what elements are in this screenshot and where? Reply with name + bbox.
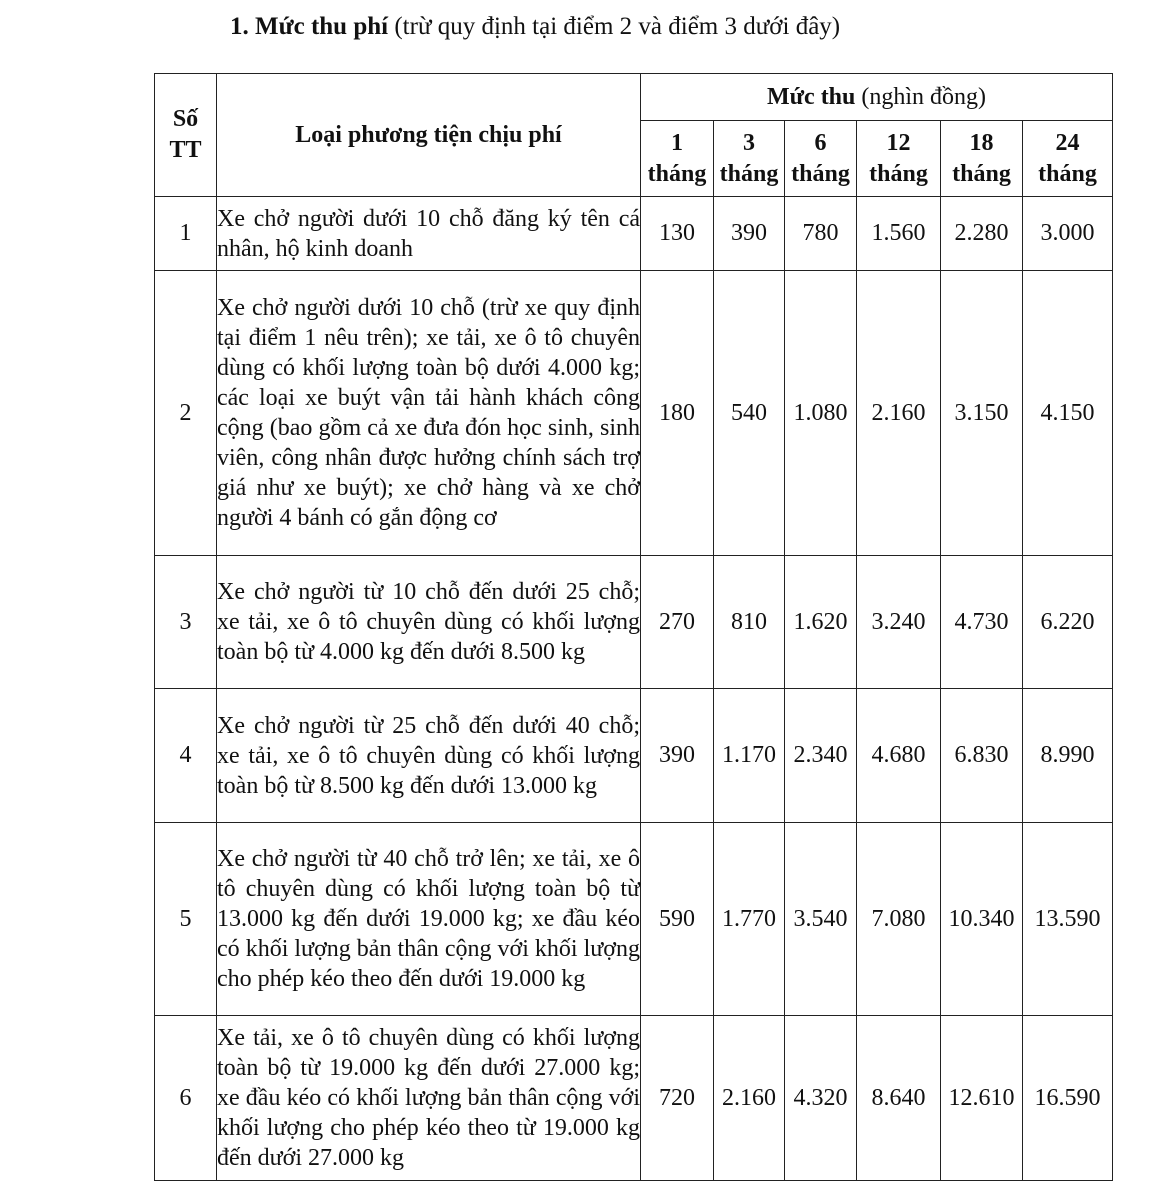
- header-period: [857, 121, 941, 197]
- period-number: 24: [1055, 129, 1080, 156]
- fee-cell: 1.770: [714, 823, 785, 1016]
- fee-cell: 3.000: [1023, 197, 1113, 271]
- fee-cell: 720: [641, 1016, 714, 1181]
- header-stt: [155, 74, 217, 197]
- fee-cell: 3.150: [941, 271, 1023, 556]
- fee-cell: 130: [641, 197, 714, 271]
- period-unit: tháng: [869, 160, 928, 187]
- fee-cell: 2.160: [714, 1016, 785, 1181]
- row-stt: 2: [155, 271, 217, 556]
- period-number: 18: [969, 129, 994, 156]
- fee-cell: 1.080: [785, 271, 857, 556]
- header-vehicle-type: Loại phương tiện chịu phí: [217, 74, 641, 197]
- header-period: [641, 121, 714, 197]
- fee-cell: 4.730: [941, 556, 1023, 689]
- header-fee-label: Mức thu: [766, 83, 856, 110]
- fee-cell: 270: [641, 556, 714, 689]
- row-stt: 5: [155, 823, 217, 1016]
- period-unit: tháng: [952, 160, 1011, 187]
- fee-cell: 16.590: [1023, 1016, 1113, 1181]
- fee-cell: 2.160: [857, 271, 941, 556]
- period-unit: tháng: [719, 160, 779, 187]
- row-description: Xe chở người dưới 10 chỗ (trừ xe quy định tại điểm 1 nêu trên); xe tải, xe ô tô chuyên dùng có khối lượng toàn bộ dưới 4.000 kg; các loại xe buýt vận tải hành khách công cộng (bao gồm cả xe đưa đón học sinh, sinh viên, công nhân được hưởng chính sách trợ giá như xe buýt); xe chở hàng và xe chở người 4 bánh có gắn động cơ: [217, 271, 641, 556]
- fee-cell: 2.340: [785, 689, 857, 823]
- period-number: 3: [743, 129, 755, 156]
- fee-table: [154, 73, 1113, 1181]
- row-description: Xe chở người từ 40 chỗ trở lên; xe tải, xe ô tô chuyên dùng có khối lượng toàn bộ từ 13.000 kg đến dưới 19.000 kg; xe đầu kéo có khối lượng bản thân cộng với khối lượng cho phép kéo theo đến dưới 19.000 kg: [217, 823, 641, 1016]
- fee-cell: 1.620: [785, 556, 857, 689]
- table-row: [155, 271, 1113, 556]
- header-period: [714, 121, 785, 197]
- section-note: (trừ quy định tại điểm 2 và điểm 3 dưới đây): [394, 13, 841, 40]
- table-row: [155, 1016, 1113, 1181]
- fee-cell: 8.640: [857, 1016, 941, 1181]
- fee-cell: 590: [641, 823, 714, 1016]
- period-number: 6: [814, 129, 827, 156]
- header-fee-unit: (nghìn đồng): [861, 83, 987, 110]
- fee-cell: 810: [714, 556, 785, 689]
- fee-cell: 6.220: [1023, 556, 1113, 689]
- header-stt-line2: TT: [169, 137, 202, 163]
- fee-cell: 1.170: [714, 689, 785, 823]
- fee-cell: 4.320: [785, 1016, 857, 1181]
- row-description: Xe chở người từ 10 chỗ đến dưới 25 chỗ; xe tải, xe ô tô chuyên dùng có khối lượng toàn bộ từ 4.000 kg đến dưới 8.500 kg: [217, 556, 641, 689]
- fee-cell: 13.590: [1023, 823, 1113, 1016]
- fee-cell: 7.080: [857, 823, 941, 1016]
- row-stt: 3: [155, 556, 217, 689]
- fee-cell: 180: [641, 271, 714, 556]
- row-stt: 1: [155, 197, 217, 271]
- fee-cell: 4.680: [857, 689, 941, 823]
- table-row: [155, 556, 1113, 689]
- table-row: [155, 823, 1113, 1016]
- header-period: [1023, 121, 1113, 197]
- fee-cell: 780: [785, 197, 857, 271]
- period-unit: tháng: [791, 160, 850, 187]
- period-number: 1: [671, 129, 683, 156]
- fee-cell: 8.990: [1023, 689, 1113, 823]
- fee-cell: 540: [714, 271, 785, 556]
- header-period: [941, 121, 1023, 197]
- fee-cell: 3.240: [857, 556, 941, 689]
- fee-cell: 6.830: [941, 689, 1023, 823]
- row-description: Xe chở người dưới 10 chỗ đăng ký tên cá nhân, hộ kinh doanh: [217, 197, 641, 271]
- fee-cell: 390: [714, 197, 785, 271]
- fee-cell: 3.540: [785, 823, 857, 1016]
- fee-cell: 2.280: [941, 197, 1023, 271]
- header-period: [785, 121, 857, 197]
- fee-cell: 12.610: [941, 1016, 1023, 1181]
- period-unit: tháng: [1038, 160, 1097, 187]
- table-row: [155, 197, 1113, 271]
- period-unit: tháng: [647, 160, 707, 187]
- fee-cell: 10.340: [941, 823, 1023, 1016]
- section-title: 1. Mức thu phí: [230, 13, 389, 40]
- table-row: [155, 689, 1113, 823]
- row-description: Xe chở người từ 25 chỗ đến dưới 40 chỗ; xe tải, xe ô tô chuyên dùng có khối lượng toàn bộ từ 8.500 kg đến dưới 13.000 kg: [217, 689, 641, 823]
- row-stt: 6: [155, 1016, 217, 1181]
- section-heading: [230, 10, 840, 44]
- fee-cell: 1.560: [857, 197, 941, 271]
- fee-cell: 390: [641, 689, 714, 823]
- row-description: Xe tải, xe ô tô chuyên dùng có khối lượng toàn bộ từ 19.000 kg đến dưới 27.000 kg; xe đầu kéo có khối lượng bản thân cộng với khối lượng cho phép kéo theo từ 19.000 kg đến dưới 27.000 kg: [217, 1016, 641, 1181]
- fee-cell: 4.150: [1023, 271, 1113, 556]
- header-fee-group: [641, 74, 1113, 121]
- period-number: 12: [886, 129, 911, 156]
- header-stt-line1: Số: [172, 106, 199, 132]
- row-stt: 4: [155, 689, 217, 823]
